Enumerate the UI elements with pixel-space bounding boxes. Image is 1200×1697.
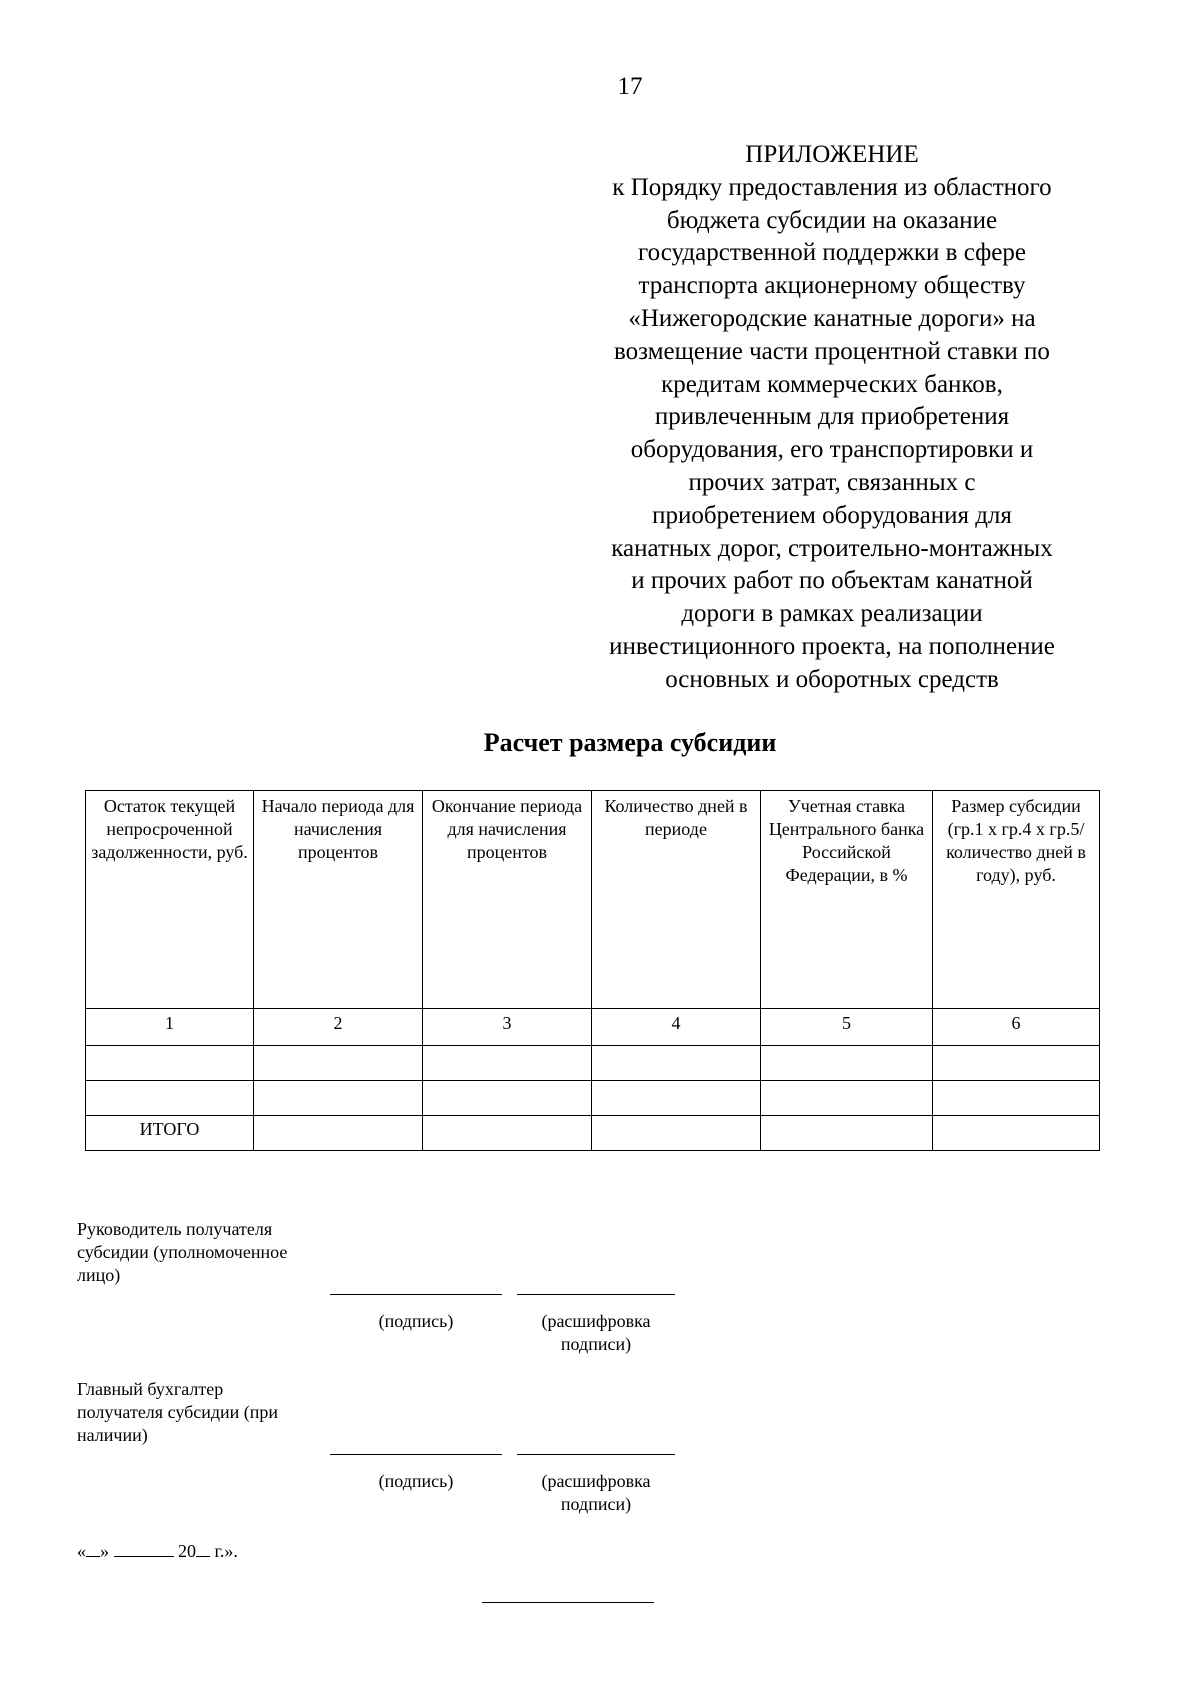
table-cell	[933, 1081, 1100, 1116]
column-number: 2	[254, 1009, 423, 1046]
table-cell	[933, 1046, 1100, 1081]
appendix-line: транспорта акционерному обществу	[638, 272, 1026, 300]
column-number-row	[86, 1009, 1100, 1046]
page-number: 17	[617, 73, 643, 100]
appendix-title: ПРИЛОЖЕНИЕ	[745, 141, 919, 168]
table-row	[86, 1046, 1100, 1081]
appendix-line: государственной поддержки в сфере	[637, 239, 1026, 267]
table-cell	[761, 1116, 933, 1151]
header-days-count: Количество дней в периоде	[592, 791, 761, 1009]
table-cell	[254, 1081, 423, 1116]
column-number: 1	[86, 1009, 254, 1046]
accountant-signatory-label: Главный бухгалтер получателя субсидии (при наличии)	[77, 1379, 279, 1445]
table-cell	[86, 1081, 254, 1116]
appendix-line: дороги в рамках реализации	[681, 600, 983, 628]
end-divider-line	[482, 1602, 654, 1603]
head-decode-caption: (расшифровка подписи)	[541, 1311, 651, 1354]
accountant-decode-line	[517, 1454, 675, 1455]
appendix-line: привлеченным для приобретения	[654, 403, 1010, 431]
total-label: ИТОГО	[86, 1116, 254, 1151]
appendix-line: возмещение части процентной ставки по	[614, 337, 1050, 365]
column-number: 5	[761, 1009, 933, 1046]
table-cell	[592, 1081, 761, 1116]
head-signature-line	[330, 1294, 502, 1295]
appendix-line: основных и оборотных средств	[665, 665, 999, 693]
appendix-line: к Порядку предоставления из областного	[612, 173, 1052, 201]
appendix-line: прочих затрат, связанных с	[688, 468, 976, 496]
table-cell	[423, 1081, 592, 1116]
table-cell	[254, 1046, 423, 1081]
column-number: 3	[423, 1009, 592, 1046]
day-blank	[86, 1538, 100, 1557]
head-signatory-label: Руководитель получателя субсидии (уполномоченное лицо)	[77, 1219, 288, 1285]
table-cell	[423, 1046, 592, 1081]
subsidy-calculation-table	[85, 790, 1100, 1151]
column-number: 4	[592, 1009, 761, 1046]
accountant-signature-line	[330, 1454, 502, 1455]
calculation-title: Расчет размера субсидии	[483, 728, 777, 757]
date-open-quote: «	[77, 1541, 86, 1561]
accountant-decode-caption: (расшифровка подписи)	[541, 1471, 651, 1514]
year-prefix: 20	[178, 1541, 196, 1561]
appendix-line: и прочих работ по объектам канатной	[631, 567, 1033, 595]
appendix-heading	[572, 139, 1092, 697]
table-row	[86, 1081, 1100, 1116]
head-signature-caption: (подпись)	[378, 1311, 454, 1331]
header-period-end: Окончание периода для начисления процентов	[423, 791, 592, 1009]
header-subsidy-amount: Размер субсидии (гр.1 x гр.4 x гр.5/ количество дней в году), руб.	[933, 791, 1100, 1009]
table-cell	[592, 1116, 761, 1151]
appendix-line: канатных дорог, строительно-монтажных	[611, 534, 1053, 562]
appendix-line: приобретением оборудования для	[652, 501, 1012, 529]
accountant-signature-caption: (подпись)	[378, 1471, 454, 1491]
header-discount-rate: Учетная ставка Центрального банка Российской Федерации, в %	[761, 791, 933, 1009]
date-field	[77, 1538, 238, 1563]
appendix-line: оборудования, его транспортировки и	[630, 436, 1034, 464]
appendix-line: бюджета субсидии на оказание	[666, 206, 998, 234]
table-cell	[423, 1116, 592, 1151]
appendix-line: инвестиционного проекта, на пополнение	[609, 632, 1055, 660]
table-cell	[933, 1116, 1100, 1151]
table-cell	[761, 1046, 933, 1081]
date-close-quote: »	[100, 1541, 109, 1561]
total-row	[86, 1116, 1100, 1151]
header-debt-balance: Остаток текущей непросроченной задолженности, руб.	[86, 791, 254, 1009]
appendix-line: кредитам коммерческих банков,	[661, 370, 1003, 398]
table-cell	[761, 1081, 933, 1116]
month-blank	[114, 1538, 174, 1557]
table-header-row	[86, 791, 1100, 1009]
table-cell	[592, 1046, 761, 1081]
appendix-line: «Нижегородские канатные дороги» на	[628, 304, 1036, 332]
header-period-start: Начало периода для начисления процентов	[254, 791, 423, 1009]
table-cell	[254, 1116, 423, 1151]
head-decode-line	[517, 1294, 675, 1295]
table-cell	[86, 1046, 254, 1081]
date-suffix: г.».	[214, 1541, 238, 1561]
column-number: 6	[933, 1009, 1100, 1046]
year-blank	[196, 1538, 210, 1557]
